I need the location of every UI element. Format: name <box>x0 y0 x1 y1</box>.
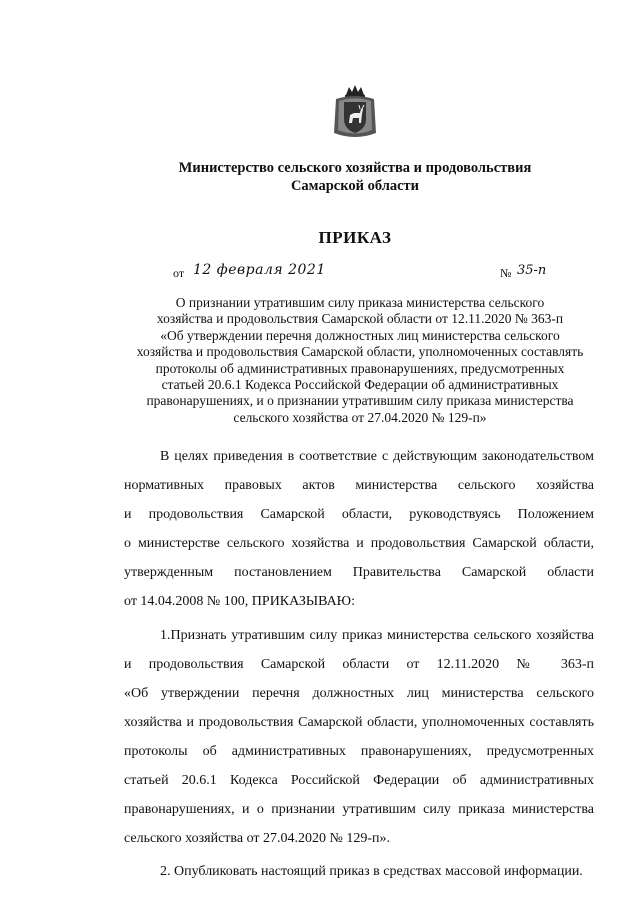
body-line: и продовольствия Самарской области, руководствуясь Положением <box>124 507 594 523</box>
body-line: нормативных правовых актов министерства сельского хозяйства <box>124 478 594 494</box>
body-line: от 14.04.2008 № 100, ПРИКАЗЫВАЮ: <box>124 594 355 610</box>
subject-line: «Об утверждении перечня должностных лиц министерства сельского <box>160 327 560 343</box>
body-line: о министерстве сельского хозяйства и продовольствия Самарской области, <box>124 536 594 552</box>
ministry-name <box>150 159 560 195</box>
handwritten-date: 12 февраля 2021 <box>193 262 326 278</box>
document-type-title: ПРИКАЗ <box>318 228 392 247</box>
date-number-row <box>0 262 640 286</box>
subject-line: хозяйства и продовольствия Самарской области, уполномоченных составлять <box>136 344 584 360</box>
number-prefix: № <box>500 266 512 280</box>
body-line: хозяйства и продовольствия Самарской области, уполномоченных составлять <box>124 714 594 730</box>
order-subject <box>110 295 610 426</box>
body-line: правонарушениях, и о признании утратившим силу приказа министерства <box>124 802 594 818</box>
subject-line: сельского хозяйства от 27.04.2020 № 129-п» <box>233 409 487 425</box>
body-line: 1.Признать утратившим силу приказ министерства сельского хозяйства <box>160 627 594 643</box>
clause-2-paragraph <box>124 857 594 886</box>
subject-line: протоколы об административных правонарушениях, предусмотренных <box>155 360 565 376</box>
ministry-name-line1: Министерство сельского хозяйства и продовольствия <box>178 160 532 176</box>
preamble-paragraph <box>124 442 594 617</box>
body-line: статьей 20.6.1 Кодекса Российской Федерации об административных <box>124 773 594 789</box>
ministry-name-line2: Самарской области <box>290 178 420 194</box>
handwritten-number: 35-п <box>517 263 547 278</box>
subject-line: статьей 20.6.1 Кодекса Российской Федерации об административных <box>161 377 559 393</box>
date-prefix: от <box>173 266 185 280</box>
body-line: 2. Опубликовать настоящий приказ в средствах массовой информации. <box>160 864 583 880</box>
subject-line: О признании утратившим силу приказа министерства сельского <box>175 295 545 310</box>
body-line: «Об утверждении перечня должностных лиц министерства сельского <box>124 685 594 701</box>
body-line: В целях приведения в соответствие с действующим законодательством <box>160 449 594 464</box>
order-body <box>124 442 594 886</box>
coat-of-arms-icon <box>332 83 378 141</box>
body-line: протоколы об административных правонарушениях, предусмотренных <box>124 743 594 759</box>
clause-1-paragraph <box>124 621 594 854</box>
subject-line: правонарушениях, и о признании утратившим силу приказа министерства <box>146 393 574 409</box>
body-line: и продовольствия Самарской области от 12.11.2020 № 363-п <box>124 656 594 672</box>
subject-line: хозяйства и продовольствия Самарской области от 12.11.2020 № 363-п <box>156 311 564 327</box>
body-line: сельского хозяйства от 27.04.2020 № 129-п». <box>124 831 391 847</box>
body-line: утвержденным постановлением Правительства Самарской области <box>124 565 594 581</box>
